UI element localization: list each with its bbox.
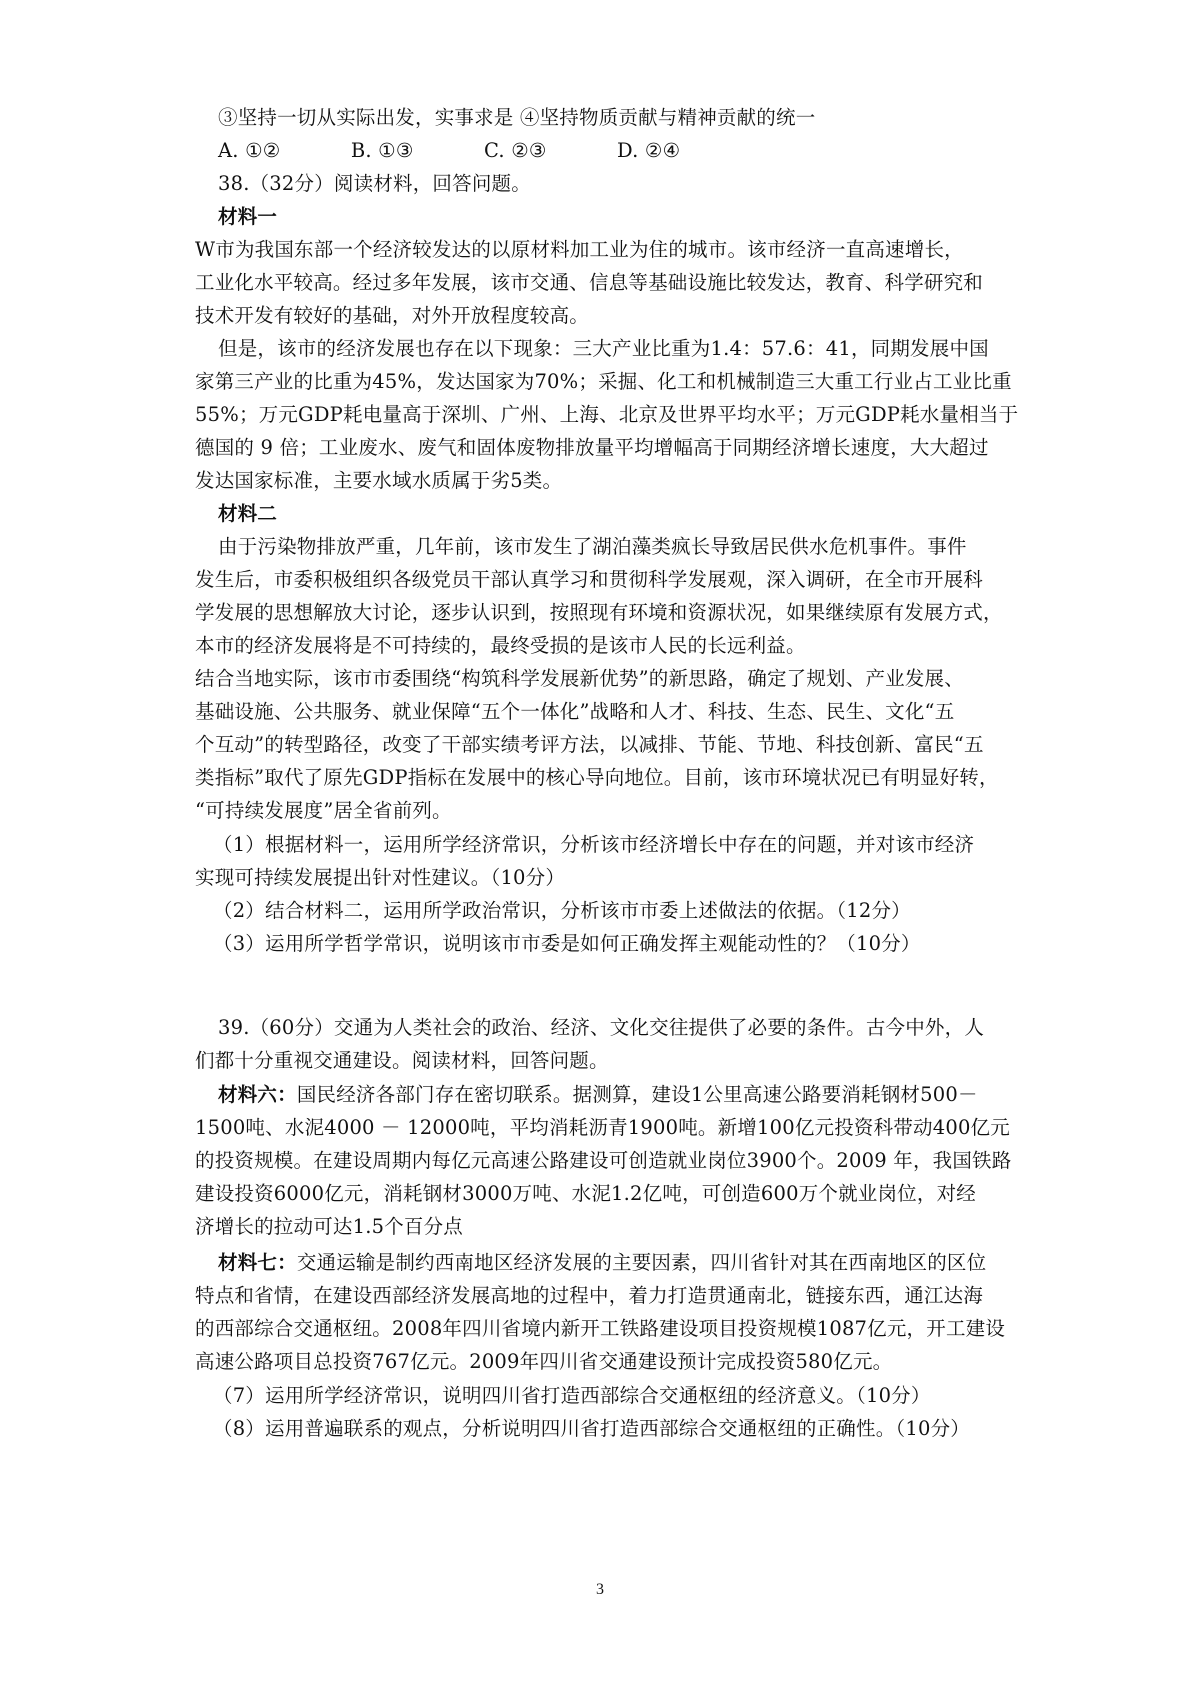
q37-option-line: ③坚持一切从实际出发，实事求是 ④坚持物质贡献与精神贡献的统一 <box>218 106 816 129</box>
q39-question-7: （7）运用所学经济常识，说明四川省打造西部综合交通枢纽的经济意义。（10分） <box>213 1384 931 1407</box>
q38-m1-line: 但是，该市的经济发展也存在以下现象：三大产业比重为1.4：57.6：41，同期发展中国 <box>218 337 989 360</box>
option-a: A. ①② <box>218 139 281 162</box>
q38-m1-line: 技术开发有较好的基础，对外开放程度较高。 <box>195 304 590 327</box>
q38-m2-line: “可持续发展度”居全省前列。 <box>195 799 452 822</box>
q38-material-2-title: 材料二 <box>218 502 278 525</box>
q39-question-8: （8）运用普遍联系的观点，分析说明四川省打造西部综合交通枢纽的正确性。（10分） <box>213 1417 970 1440</box>
option-b: B. ①③ <box>350 139 414 162</box>
q39-header: 39.（60分）交通为人类社会的政治、经济、文化交往提供了必要的条件。古今中外，人 <box>218 1016 985 1039</box>
page-number: 3 <box>596 1581 604 1598</box>
q38-m2-line: 个互动”的转型路径，改变了干部实绩考评方法，以减排、节能、节地、科技创新、富民“五 <box>195 733 984 756</box>
q38-m1-line: W市为我国东部一个经济较发达的以原材料加工业为住的城市。该市经济一直高速增长， <box>195 238 964 261</box>
q39-header-cont: 们都十分重视交通建设。阅读材料，回答问题。 <box>195 1049 609 1072</box>
q38-m2-line: 由于污染物排放严重，几年前，该市发生了湖泊藻类疯长导致居民供水危机事件。事件 <box>218 535 967 558</box>
q38-m2-line: 基础设施、公共服务、就业保障“五个一体化”战略和人才、科技、生态、民生、文化“五 <box>195 700 955 723</box>
q39-material-7-title: 材料七： <box>218 1251 297 1274</box>
q39-m7-line: 交通运输是制约西南地区经济发展的主要因素，四川省针对其在西南地区的区位 <box>296 1251 987 1274</box>
q39-material-6-title: 材料六： <box>218 1083 297 1106</box>
q38-material-1-title: 材料一 <box>218 205 278 228</box>
q38-question-1-cont: 实现可持续发展提出针对性建议。（10分） <box>195 866 566 889</box>
q39-m6-line: 1500吨、水泥4000 － 12000吨，平均消耗沥青1900吨。新增100亿元投资科带动400亿元 <box>195 1116 1010 1139</box>
q39-m6-line: 建设投资6000亿元，消耗钢材3000万吨、水泥1.2亿吨，可创造600万个就业岗位，对经 <box>195 1182 976 1205</box>
q37-answer-options <box>0 136 1200 166</box>
q39-m6-line: 的投资规模。在建设周期内每亿元高速公路建设可创造就业岗位3900个。2009 年，我国铁路 <box>195 1149 1012 1172</box>
q38-header: 38.（32分）阅读材料，回答问题。 <box>218 172 531 195</box>
option-d: D. ②④ <box>616 139 681 162</box>
option-c: C. ②③ <box>483 139 547 162</box>
q39-m7-line: 的西部综合交通枢纽。2008年四川省境内新开工铁路建设项目投资规模1087亿元，开工建设 <box>195 1317 1006 1340</box>
q38-m2-line: 类指标”取代了原先GDP指标在发展中的核心导向地位。目前，该市环境状况已有明显好转， <box>195 766 999 789</box>
q39-m6-line: 济增长的拉动可达1.5个百分点 <box>195 1215 464 1238</box>
q38-m2-line: 发生后，市委积极组织各级党员干部认真学习和贯彻科学发展观，深入调研，在全市开展科 <box>195 568 984 591</box>
q39-m7-line: 高速公路项目总投资767亿元。2009年四川省交通建设预计完成投资580亿元。 <box>195 1350 893 1373</box>
q38-question-3: （3）运用所学哲学常识，说明该市市委是如何正确发挥主观能动性的？（10分） <box>213 932 921 955</box>
q39-m7-line: 特点和省情，在建设西部经济发展高地的过程中，着力打造贯通南北，链接东西，通江达海 <box>195 1284 984 1307</box>
q38-m2-line: 本市的经济发展将是不可持续的，最终受损的是该市人民的长远利益。 <box>195 634 806 657</box>
q38-m1-line: 家第三产业的比重为45%，发达国家为70%；采掘、化工和机械制造三大重工行业占工业比重 <box>195 370 1012 393</box>
q38-m1-line: 工业化水平较高。经过多年发展，该市交通、信息等基础设施比较发达，教育、科学研究和 <box>195 271 984 294</box>
q39-m6-line: 国民经济各部门存在密切联系。据测算，建设1公里高速公路要消耗钢材500－ <box>296 1083 978 1106</box>
q38-m2-line: 学发展的思想解放大讨论，逐步认识到，按照现有环境和资源状况，如果继续原有发展方式， <box>195 601 1003 624</box>
q39-material-7 <box>0 1248 1200 1278</box>
q39-material-6 <box>0 1080 1200 1110</box>
q38-m1-line: 发达国家标准，主要水域水质属于劣5类。 <box>195 469 563 492</box>
q38-question-2: （2）结合材料二，运用所学政治常识，分析该市市委上述做法的依据。（12分） <box>213 899 911 922</box>
q38-m2-line: 结合当地实际，该市市委围绕“构筑科学发展新优势”的新思路，确定了规划、产业发展、 <box>195 667 964 690</box>
q38-m1-line: 55%；万元GDP耗电量高于深圳、广州、上海、北京及世界平均水平；万元GDP耗水量相当于 <box>195 403 1019 426</box>
q38-m1-line: 德国的 9 倍；工业废水、废气和固体废物排放量平均增幅高于同期经济增长速度，大大超过 <box>195 436 989 459</box>
q38-question-1: （1）根据材料一，运用所学经济常识，分析该市经济增长中存在的问题，并对该市经济 <box>213 833 975 856</box>
